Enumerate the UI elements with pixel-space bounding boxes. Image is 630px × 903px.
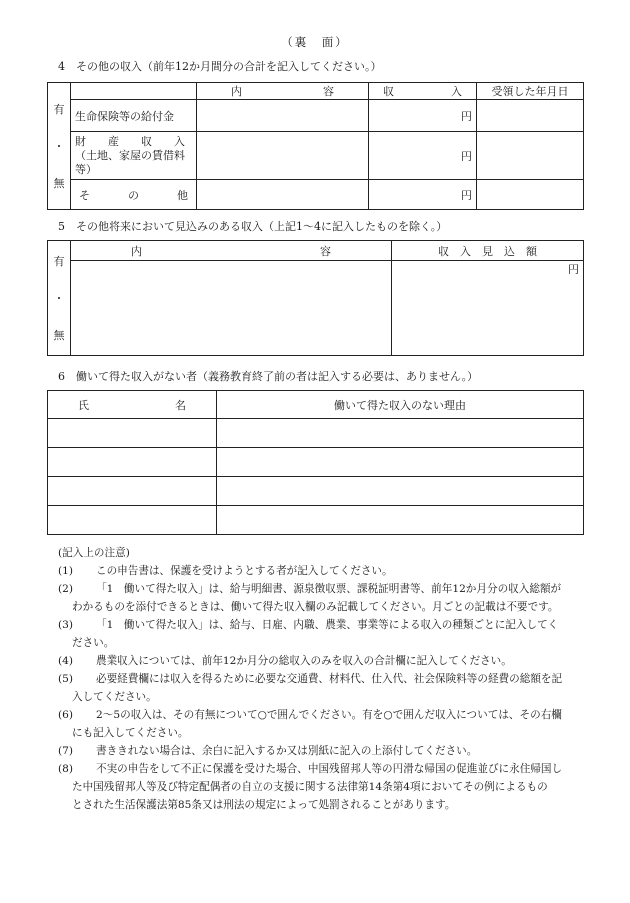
row-property-date[interactable] [477, 132, 584, 180]
header-received-date: 受領した年月日 [477, 83, 584, 100]
name-cell[interactable] [48, 477, 217, 506]
dot-mark: ・ [53, 291, 65, 305]
section5-yes-no[interactable] [48, 241, 71, 356]
future-content[interactable] [71, 261, 392, 356]
reason-cell[interactable] [217, 448, 584, 477]
row-insurance-label: 生命保険等の給付金 [71, 100, 197, 132]
no-mark: 無 [53, 176, 65, 190]
yes-mark: 有 [53, 102, 65, 116]
section6-table [47, 390, 584, 535]
yes-mark: 有 [53, 254, 65, 268]
row-other-label: そ の 他 [71, 180, 197, 210]
note-item: (6) 2～5の収入は、その有無について○で囲んでください。有を○で囲んだ収入については、その右欄 [58, 709, 562, 721]
no-mark: 無 [53, 328, 65, 342]
section5-title: 5 その他将来において見込みのある収入（上記1～4に記入したものを除く。） [58, 220, 448, 233]
note-item-continued: とされた生活保護法第85条又は刑法の規定によって処罰されることがあります。 [72, 799, 456, 811]
reason-cell[interactable] [217, 419, 584, 448]
note-item-continued: にも記入してください。 [72, 727, 189, 739]
header-name: 氏 名 [48, 391, 217, 419]
row-other-date[interactable] [477, 180, 584, 210]
reason-cell[interactable] [217, 506, 584, 535]
name-cell[interactable] [48, 506, 217, 535]
note-item-continued: わかるものを添付できるときは、働いて得た収入欄のみ記載してください。月ごとの記載は不要です。 [72, 601, 559, 613]
name-cell[interactable] [48, 419, 217, 448]
row-other-content[interactable] [197, 180, 369, 210]
row-insurance-date[interactable] [477, 100, 584, 132]
section4-table [47, 82, 584, 210]
note-item-continued: た中国残留邦人等及び特定配偶者の自立の支援に関する法律第14条第4項においてその例によるもの [72, 781, 548, 793]
row-property-content[interactable] [197, 132, 369, 180]
section4-yes-no[interactable] [48, 83, 71, 210]
header-content: 内 容 [71, 241, 392, 261]
note-item: (8) 不実の申告をして不正に保護を受けた場合、中国残留邦人等の円滑な帰国の促進並びに永住帰国し [58, 763, 563, 775]
header-content: 内 容 [197, 83, 369, 100]
note-item-continued: ださい。 [72, 637, 115, 649]
dot-mark: ・ [53, 139, 65, 153]
note-item: (1) この申告書は、保護を受けようとする者が記入してください。 [58, 565, 393, 577]
note-item-continued: 入してください。 [72, 691, 157, 703]
note-item: (7) 書ききれない場合は、余白に記入するか又は別紙に記入の上添付してください。 [58, 745, 478, 757]
section5-table [47, 240, 584, 356]
note-item: (4) 農業収入については、前年12か月分の総収入のみを収入の合計欄に記入してください。 [58, 655, 512, 667]
notes-title: (記入上の注意) [58, 547, 130, 559]
header-blank [71, 83, 197, 100]
header-reason: 働いて得た収入のない理由 [217, 391, 584, 419]
notes-section [58, 544, 578, 814]
page-title: （裏 面） [281, 35, 349, 49]
row-property-amount[interactable]: 円 [369, 132, 477, 180]
row-insurance-content[interactable] [197, 100, 369, 132]
header-expected-income: 収 入 見 込 額 [392, 241, 584, 261]
row-insurance-amount[interactable]: 円 [369, 100, 477, 132]
row-property-label: 財 産 収 入 （土地、家屋の賃借料 等） [71, 132, 197, 180]
note-item: (3) 「1 働いて得た収入」は、給与、日雇、内職、農業、事業等による収入の種類ごとに記入してく [58, 619, 559, 631]
note-item: (2) 「1 働いて得た収入」は、給与明細書、源泉徴収票、課税証明書等、前年12か月分の収入総額が [58, 583, 562, 595]
name-cell[interactable] [48, 448, 217, 477]
note-item: (5) 必要経費欄には収入を得るために必要な交通費、材料代、仕入代、社会保険料等の経費の総額を記 [58, 673, 563, 685]
header-income: 収 入 [369, 83, 477, 100]
section4-title: 4 その他の収入（前年12か月間分の合計を記入してください。） [58, 60, 382, 73]
future-amount[interactable]: 円 [392, 261, 584, 356]
reason-cell[interactable] [217, 477, 584, 506]
row-other-amount[interactable]: 円 [369, 180, 477, 210]
section6-title: 6 働いて得た収入がない者（義務教育終了前の者は記入する必要は、ありません。） [58, 370, 479, 383]
